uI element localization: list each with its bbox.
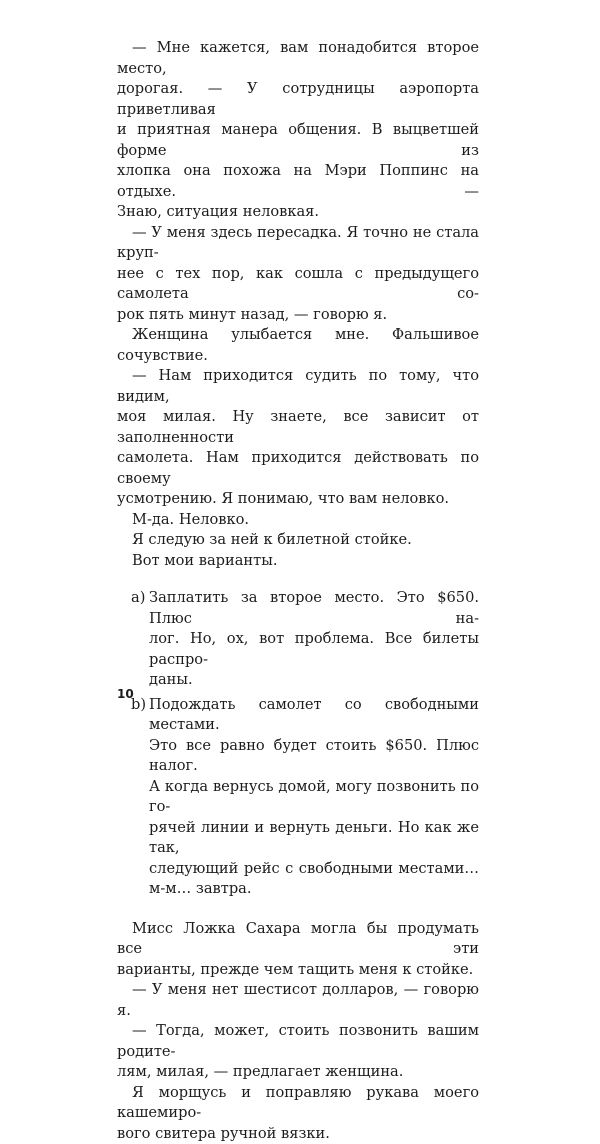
book-page-text (117, 38, 479, 1144)
paragraph (117, 1083, 479, 1144)
text-line: Я следую за ней к билетной стойке. (117, 530, 479, 551)
paragraph (117, 551, 479, 572)
text-line: следующий рейс с свободными местами… (149, 859, 479, 880)
text-line: — У меня здесь пересадка. Я точно не стала круп- (117, 223, 479, 264)
text-line: Знаю, ситуация неловкая. (117, 202, 479, 223)
paragraph (117, 980, 479, 1021)
text-line: Это все равно будет стоить $650. Плюс налог. (149, 736, 479, 777)
text-line: Мисс Ложка Сахара могла бы продумать все эти (117, 919, 479, 960)
text-line: нее с тех пор, как сошла с предыдущего самолета со- (117, 264, 479, 305)
text-line: — Мне кажется, вам понадобится второе место, (117, 38, 479, 79)
paragraph (117, 510, 479, 531)
option-marker: a) (131, 588, 145, 609)
text-line: даны. (149, 670, 479, 691)
text-line: — Нам приходится судить по тому, что видим, (117, 366, 479, 407)
option-text (149, 588, 479, 691)
text-line: дорогая. — У сотрудницы аэропорта приветливая (117, 79, 479, 120)
text-line: лям, милая, — предлагает женщина. (117, 1062, 479, 1083)
text-line: самолета. Нам приходится действовать по своему (117, 448, 479, 489)
text-block-top (117, 38, 479, 571)
text-line: вого свитера ручной вязки. (117, 1124, 479, 1144)
page-number: 10 (117, 687, 134, 701)
text-line: Подождать самолет со свободными местами. (149, 695, 479, 736)
text-line: хлопка она похожа на Мэри Поппинс на отдыхе. — (117, 161, 479, 202)
text-line: варианты, прежде чем тащить меня к стойке. (117, 960, 479, 981)
paragraph (117, 530, 479, 551)
option-text (149, 695, 479, 900)
text-line: А когда вернусь домой, могу позвонить по го- (149, 777, 479, 818)
paragraph (117, 1021, 479, 1083)
text-line: М-да. Неловко. (117, 510, 479, 531)
paragraph (117, 38, 479, 223)
text-line: — У меня нет шестисот долларов, — говорю я. (117, 980, 479, 1021)
paragraph (117, 325, 479, 366)
options-list (117, 588, 479, 900)
text-line: Вот мои варианты. (117, 551, 479, 572)
text-line: рячей линии и вернуть деньги. Но как же так, (149, 818, 479, 859)
text-line: Заплатить за второе место. Это $650. Плюс на- (149, 588, 479, 629)
paragraph (117, 919, 479, 981)
paragraph (117, 366, 479, 510)
text-line: и приятная манера общения. В выцветшей форме из (117, 120, 479, 161)
option-marker: b) (131, 695, 146, 716)
text-line: лог. Но, ох, вот проблема. Все билеты распро- (149, 629, 479, 670)
option-item (117, 695, 479, 900)
paragraph (117, 223, 479, 326)
text-line: м-м… завтра. (149, 879, 479, 900)
text-line: рок пять минут назад, — говорю я. (117, 305, 479, 326)
option-item (117, 588, 479, 691)
text-line: — Тогда, может, стоить позвонить вашим родите- (117, 1021, 479, 1062)
text-line: Женщина улыбается мне. Фальшивое сочувствие. (117, 325, 479, 366)
text-line: усмотрению. Я понимаю, что вам неловко. (117, 489, 479, 510)
text-line: моя милая. Ну знаете, все зависит от заполненности (117, 407, 479, 448)
text-block-bottom (117, 919, 479, 1144)
text-line: Я морщусь и поправляю рукава моего кашемиро- (117, 1083, 479, 1124)
